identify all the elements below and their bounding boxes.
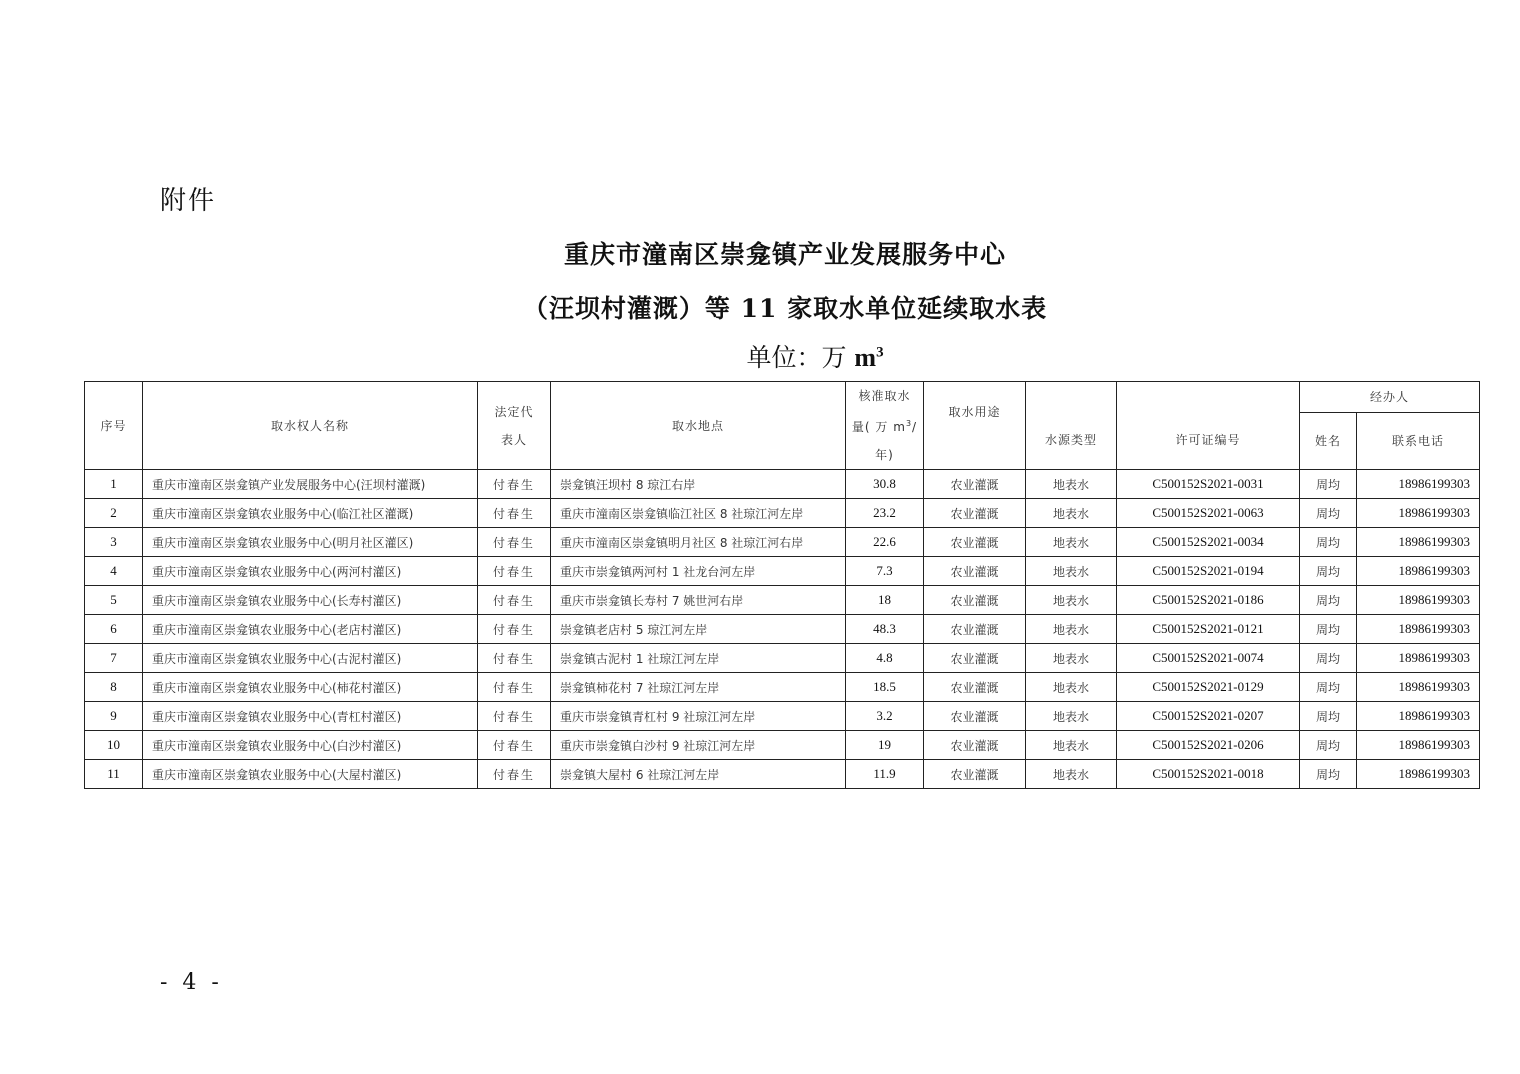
cell-source-type: 地表水 — [1026, 615, 1117, 644]
cell-handler-phone: 18986199303 — [1357, 731, 1480, 760]
cell-purpose: 农业灌溉 — [924, 499, 1026, 528]
document-title-line-2: （汪坝村灌溉）等 11 家取水单位延续取水表 — [522, 294, 1048, 323]
cell-handler-phone: 18986199303 — [1357, 673, 1480, 702]
cell-permit: C500152S2021-0207 — [1117, 702, 1300, 731]
cell-name: 重庆市潼南区崇龛镇农业服务中心(青杠村灌区) — [143, 702, 478, 731]
unit-exponent: 3 — [876, 344, 884, 361]
cell-handler-phone: 18986199303 — [1357, 470, 1480, 499]
cell-seq: 5 — [85, 586, 143, 615]
cell-volume: 18.5 — [846, 673, 924, 702]
cell-volume: 7.3 — [846, 557, 924, 586]
cell-name: 重庆市潼南区崇龛镇产业发展服务中心(汪坝村灌溉) — [143, 470, 478, 499]
cell-seq: 8 — [85, 673, 143, 702]
cell-purpose: 农业灌溉 — [924, 557, 1026, 586]
cell-source-type: 地表水 — [1026, 673, 1117, 702]
cell-source-type: 地表水 — [1026, 644, 1117, 673]
table-row — [85, 586, 1480, 615]
table-row — [85, 673, 1480, 702]
cell-seq: 2 — [85, 499, 143, 528]
cell-legal-rep: 付春生 — [478, 586, 551, 615]
cell-location: 重庆市崇龛镇两河村 1 社龙台河左岸 — [551, 557, 846, 586]
page-number: - 4 - — [160, 970, 223, 995]
cell-source-type: 地表水 — [1026, 731, 1117, 760]
cell-purpose: 农业灌溉 — [924, 760, 1026, 789]
cell-seq: 11 — [85, 760, 143, 789]
cell-legal-rep: 付春生 — [478, 760, 551, 789]
cell-permit: C500152S2021-0034 — [1117, 528, 1300, 557]
header-purpose: 取水用途 — [924, 382, 1026, 470]
cell-name: 重庆市潼南区崇龛镇农业服务中心(长寿村灌区) — [143, 586, 478, 615]
cell-volume: 18 — [846, 586, 924, 615]
cell-legal-rep: 付春生 — [478, 731, 551, 760]
cell-permit: C500152S2021-0031 — [1117, 470, 1300, 499]
cell-volume: 30.8 — [846, 470, 924, 499]
table-body — [85, 470, 1480, 789]
cell-volume: 3.2 — [846, 702, 924, 731]
cell-legal-rep: 付春生 — [478, 644, 551, 673]
header-volume-line-3: 年) — [875, 448, 894, 462]
cell-source-type: 地表水 — [1026, 586, 1117, 615]
table-row — [85, 760, 1480, 789]
table-row — [85, 528, 1480, 557]
cell-permit: C500152S2021-0194 — [1117, 557, 1300, 586]
cell-volume: 4.8 — [846, 644, 924, 673]
cell-location: 重庆市崇龛镇白沙村 9 社琼江河左岸 — [551, 731, 846, 760]
cell-handler-name: 周均 — [1300, 644, 1357, 673]
cell-name: 重庆市潼南区崇龛镇农业服务中心(大屋村灌区) — [143, 760, 478, 789]
header-location: 取水地点 — [551, 382, 846, 470]
cell-handler-phone: 18986199303 — [1357, 615, 1480, 644]
cell-handler-phone: 18986199303 — [1357, 644, 1480, 673]
cell-handler-phone: 18986199303 — [1357, 499, 1480, 528]
cell-source-type: 地表水 — [1026, 499, 1117, 528]
header-legal-rep-line-1: 法定代 — [494, 404, 534, 419]
cell-handler-phone: 18986199303 — [1357, 528, 1480, 557]
cell-legal-rep: 付春生 — [478, 470, 551, 499]
cell-permit: C500152S2021-0129 — [1117, 673, 1300, 702]
attachment-label: 附件 — [160, 186, 217, 216]
cell-source-type: 地表水 — [1026, 470, 1117, 499]
cell-handler-name: 周均 — [1300, 528, 1357, 557]
cell-location: 重庆市潼南区崇龛镇临江社区 8 社琼江河左岸 — [551, 499, 846, 528]
header-volume-line-1: 核准取水 — [858, 389, 911, 403]
cell-purpose: 农业灌溉 — [924, 702, 1026, 731]
header-volume-unit: 量( 万 m — [851, 420, 906, 434]
cell-name: 重庆市潼南区崇龛镇农业服务中心(临江社区灌溉) — [143, 499, 478, 528]
header-volume — [846, 382, 924, 470]
cell-location: 崇龛镇大屋村 6 社琼江河左岸 — [551, 760, 846, 789]
cell-permit: C500152S2021-0018 — [1117, 760, 1300, 789]
header-handler: 经办人 — [1300, 382, 1480, 413]
header-source-type: 水源类型 — [1026, 382, 1117, 470]
cell-name: 重庆市潼南区崇龛镇农业服务中心(古泥村灌区) — [143, 644, 478, 673]
table-row — [85, 470, 1480, 499]
cell-source-type: 地表水 — [1026, 702, 1117, 731]
cell-location: 崇龛镇柿花村 7 社琼江河左岸 — [551, 673, 846, 702]
cell-handler-name: 周均 — [1300, 499, 1357, 528]
cell-purpose: 农业灌溉 — [924, 615, 1026, 644]
table-row — [85, 731, 1480, 760]
cell-location: 重庆市崇龛镇长寿村 7 姚世河右岸 — [551, 586, 846, 615]
cell-handler-name: 周均 — [1300, 673, 1357, 702]
cell-seq: 7 — [85, 644, 143, 673]
cell-volume: 11.9 — [846, 760, 924, 789]
cell-handler-name: 周均 — [1300, 586, 1357, 615]
header-name: 取水权人名称 — [143, 382, 478, 470]
cell-name: 重庆市潼南区崇龛镇农业服务中心(明月社区灌区) — [143, 528, 478, 557]
cell-seq: 1 — [85, 470, 143, 499]
cell-seq: 6 — [85, 615, 143, 644]
cell-handler-name: 周均 — [1300, 702, 1357, 731]
table-row — [85, 557, 1480, 586]
cell-purpose: 农业灌溉 — [924, 528, 1026, 557]
cell-permit: C500152S2021-0074 — [1117, 644, 1300, 673]
cell-volume: 48.3 — [846, 615, 924, 644]
cell-purpose: 农业灌溉 — [924, 644, 1026, 673]
cell-seq: 9 — [85, 702, 143, 731]
document-title-line-1: 重庆市潼南区崇龛镇产业发展服务中心 — [563, 240, 1006, 269]
header-volume-exp: 3 — [905, 419, 913, 428]
cell-handler-phone: 18986199303 — [1357, 702, 1480, 731]
cell-handler-name: 周均 — [1300, 731, 1357, 760]
cell-handler-name: 周均 — [1300, 557, 1357, 586]
cell-location: 崇龛镇老店村 5 琼江河左岸 — [551, 615, 846, 644]
cell-purpose: 农业灌溉 — [924, 673, 1026, 702]
cell-legal-rep: 付春生 — [478, 702, 551, 731]
cell-handler-phone: 18986199303 — [1357, 586, 1480, 615]
cell-handler-phone: 18986199303 — [1357, 557, 1480, 586]
cell-source-type: 地表水 — [1026, 528, 1117, 557]
cell-location: 崇龛镇古泥村 1 社琼江河左岸 — [551, 644, 846, 673]
cell-permit: C500152S2021-0121 — [1117, 615, 1300, 644]
cell-seq: 4 — [85, 557, 143, 586]
cell-name: 重庆市潼南区崇龛镇农业服务中心(老店村灌区) — [143, 615, 478, 644]
cell-location: 重庆市崇龛镇青杠村 9 社琼江河左岸 — [551, 702, 846, 731]
unit-base-letter: m — [854, 343, 877, 372]
header-legal-rep-line-2: 表人 — [500, 432, 527, 447]
cell-seq: 3 — [85, 528, 143, 557]
water-extraction-table — [84, 381, 1480, 789]
cell-source-type: 地表水 — [1026, 557, 1117, 586]
cell-handler-name: 周均 — [1300, 615, 1357, 644]
cell-volume: 23.2 — [846, 499, 924, 528]
header-volume-line-2 — [846, 410, 923, 441]
cell-legal-rep: 付春生 — [478, 673, 551, 702]
cell-purpose: 农业灌溉 — [924, 470, 1026, 499]
cell-legal-rep: 付春生 — [478, 528, 551, 557]
cell-seq: 10 — [85, 731, 143, 760]
unit-line — [0, 338, 1520, 374]
header-seq: 序号 — [85, 382, 143, 470]
cell-name: 重庆市潼南区崇龛镇农业服务中心(白沙村灌区) — [143, 731, 478, 760]
cell-handler-phone: 18986199303 — [1357, 760, 1480, 789]
header-legal-rep — [478, 382, 551, 470]
table-row — [85, 644, 1480, 673]
cell-legal-rep: 付春生 — [478, 615, 551, 644]
cell-volume: 19 — [846, 731, 924, 760]
cell-location: 重庆市潼南区崇龛镇明月社区 8 社琼江河右岸 — [551, 528, 846, 557]
unit-prefix: 单位：万 — [746, 343, 855, 372]
cell-permit: C500152S2021-0206 — [1117, 731, 1300, 760]
header-permit: 许可证编号 — [1117, 382, 1300, 470]
table-row — [85, 615, 1480, 644]
unit-base — [854, 343, 883, 372]
cell-source-type: 地表水 — [1026, 760, 1117, 789]
cell-legal-rep: 付春生 — [478, 499, 551, 528]
header-handler-name: 姓名 — [1300, 412, 1357, 469]
cell-location: 崇龛镇汪坝村 8 琼江右岸 — [551, 470, 846, 499]
cell-legal-rep: 付春生 — [478, 557, 551, 586]
cell-volume: 22.6 — [846, 528, 924, 557]
cell-permit: C500152S2021-0063 — [1117, 499, 1300, 528]
cell-permit: C500152S2021-0186 — [1117, 586, 1300, 615]
cell-name: 重庆市潼南区崇龛镇农业服务中心(两河村灌区) — [143, 557, 478, 586]
table-row — [85, 702, 1480, 731]
cell-purpose: 农业灌溉 — [924, 586, 1026, 615]
header-handler-phone: 联系电话 — [1357, 412, 1480, 469]
cell-handler-name: 周均 — [1300, 760, 1357, 789]
table-row — [85, 499, 1480, 528]
header-volume-slash: / — [912, 420, 918, 434]
cell-name: 重庆市潼南区崇龛镇农业服务中心(柿花村灌区) — [143, 673, 478, 702]
cell-handler-name: 周均 — [1300, 470, 1357, 499]
cell-purpose: 农业灌溉 — [924, 731, 1026, 760]
